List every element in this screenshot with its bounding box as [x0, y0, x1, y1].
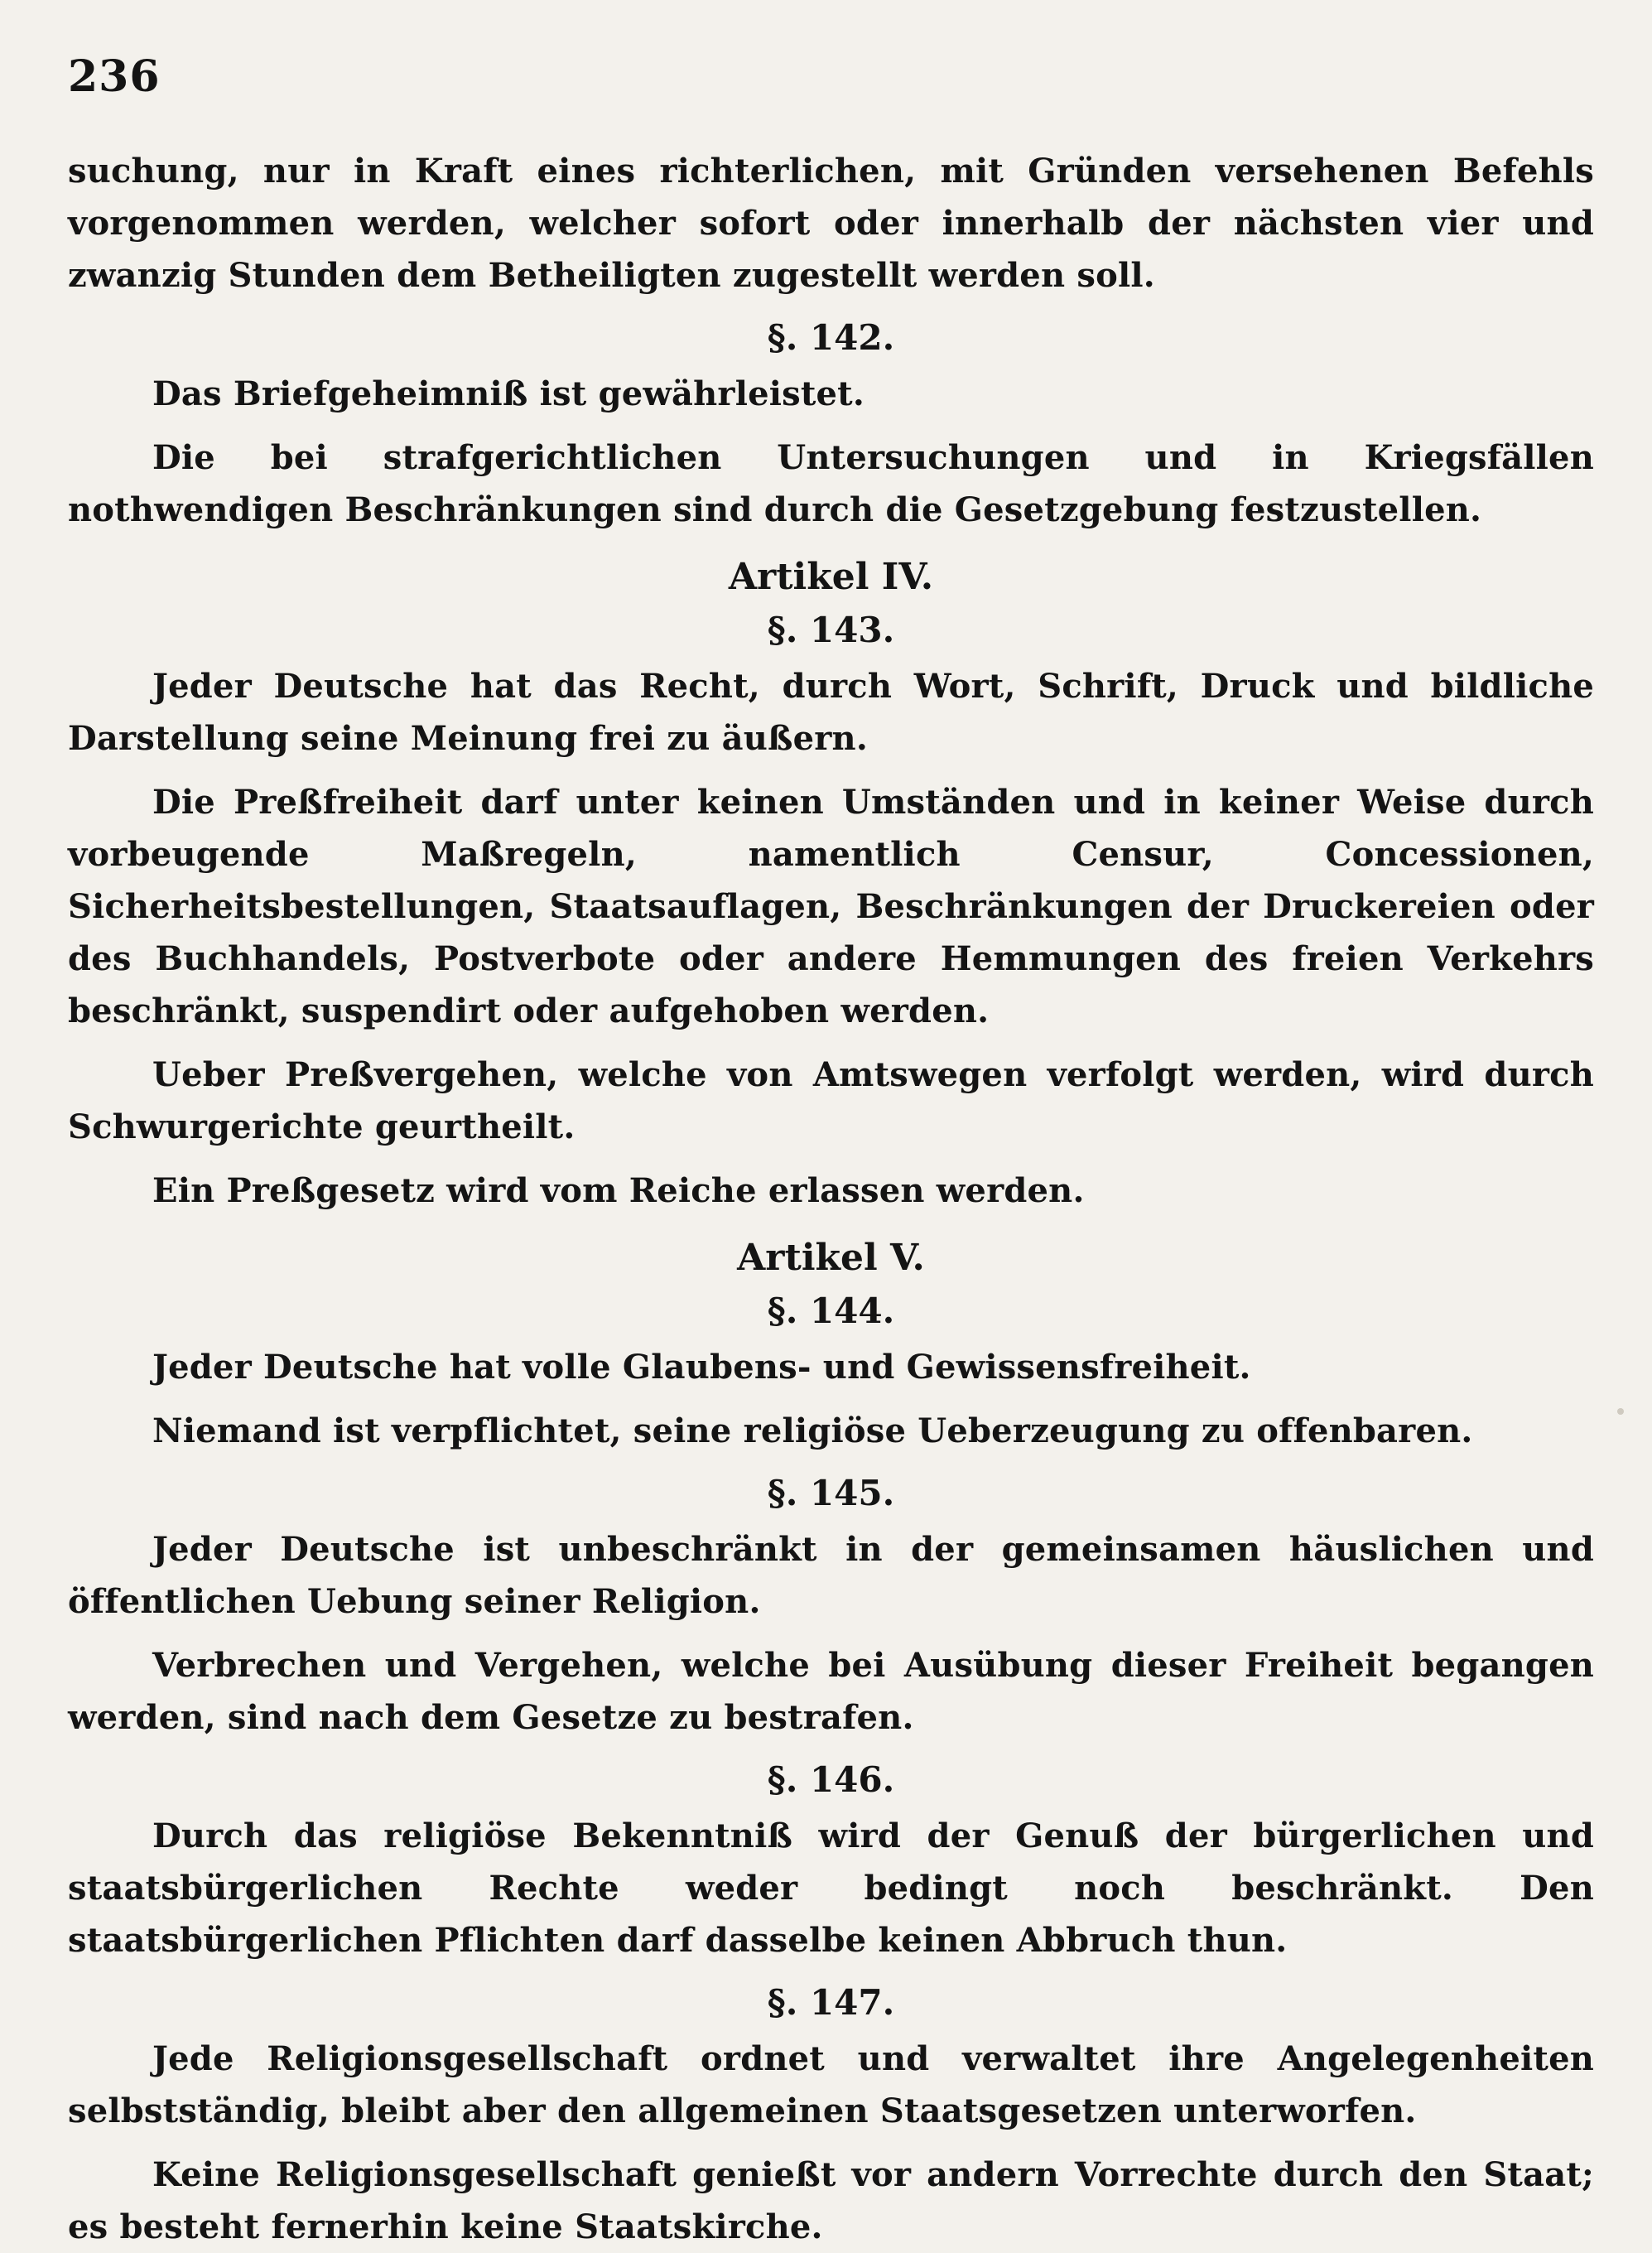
- article-heading-v: Artikel V.: [737, 1237, 925, 1279]
- section-heading-144: §. 144.: [767, 1291, 895, 1331]
- paragraph-self-governance: Jede Religionsgesellschaft ordnet und verwaltet ihre Angelegenheiten selbstständig, bleibt aber den allgemeinen Staatsgesetzen unterworfen.: [68, 2039, 1594, 2130]
- paragraph-no-disclosure: Niemand ist verpflichtet, seine religiöse Ueberzeugung zu offenbaren.: [152, 1411, 1473, 1450]
- paragraph-civil-rights: Durch das religiöse Bekenntniß wird der Genuß der bürgerlichen und staatsbürgerlichen Rechte weder bedingt noch beschränkt. Den staatsbürgerlichen Pflichten darf dasselbe keinen Abbruch thun.: [68, 1816, 1594, 1960]
- paragraph-press-law: Ein Preßgesetz wird vom Reiche erlassen werden.: [152, 1171, 1085, 1210]
- paragraph-no-state-church: Keine Religionsgesellschaft genießt vor andern Vorrechte durch den Staat; es besteht fernerhin keine Staatskirche.: [68, 2155, 1594, 2246]
- paragraph-free-expression: Jeder Deutsche hat das Recht, durch Wort, Schrift, Druck und bildliche Darstellung seine Meinung frei zu äußern.: [68, 667, 1594, 758]
- ink-speck: [1617, 1408, 1624, 1415]
- section-heading-147: §. 147.: [767, 1982, 895, 2023]
- article-heading-iv: Artikel IV.: [728, 556, 934, 598]
- paragraph-search-warrant: suchung, nur in Kraft eines richterlichen, mit Gründen versehenen Befehls vorgenommen werden, welcher sofort oder innerhalb der nächsten vier und zwanzig Stunden dem Betheiligten zugestellt werden soll.: [68, 152, 1594, 295]
- section-heading-146: §. 146.: [767, 1759, 895, 1800]
- paragraph-religious-practice: Jeder Deutsche ist unbeschränkt in der gemeinsamen häuslichen und öffentlichen Uebung seiner Religion.: [68, 1530, 1594, 1621]
- section-heading-142: §. 142.: [767, 317, 895, 358]
- page-number: 236: [68, 51, 161, 102]
- paragraph-secrecy-limits: Die bei strafgerichtlichen Untersuchungen und in Kriegsfällen nothwendigen Beschränkungen sind durch die Gesetzgebung festzustellen.: [68, 438, 1594, 529]
- paragraph-press-freedom: Die Preßfreiheit darf unter keinen Umständen und in keiner Weise durch vorbeugende Maßregeln, namentlich Censur, Concessionen, Sicherheitsbestellungen, Staatsauflagen, Beschränkungen der Druckereien oder des Buchhandels, Postverbote oder andere Hemmungen des freien Verkehrs beschränkt, suspendirt oder aufgehoben werden.: [68, 783, 1594, 1030]
- section-heading-143: §. 143.: [767, 610, 895, 650]
- section-heading-145: §. 145.: [767, 1473, 895, 1513]
- paragraph-offences-punished: Verbrechen und Vergehen, welche bei Ausübung dieser Freiheit begangen werden, sind nach dem Gesetze zu bestrafen.: [68, 1646, 1594, 1737]
- paragraph-letter-secrecy: Das Briefgeheimniß ist gewährleistet.: [152, 374, 865, 413]
- paragraph-press-offences: Ueber Preßvergehen, welche von Amtswegen verfolgt werden, wird durch Schwurgerichte geurtheilt.: [68, 1055, 1594, 1146]
- paragraph-freedom-of-faith: Jeder Deutsche hat volle Glaubens- und Gewissensfreiheit.: [152, 1348, 1251, 1387]
